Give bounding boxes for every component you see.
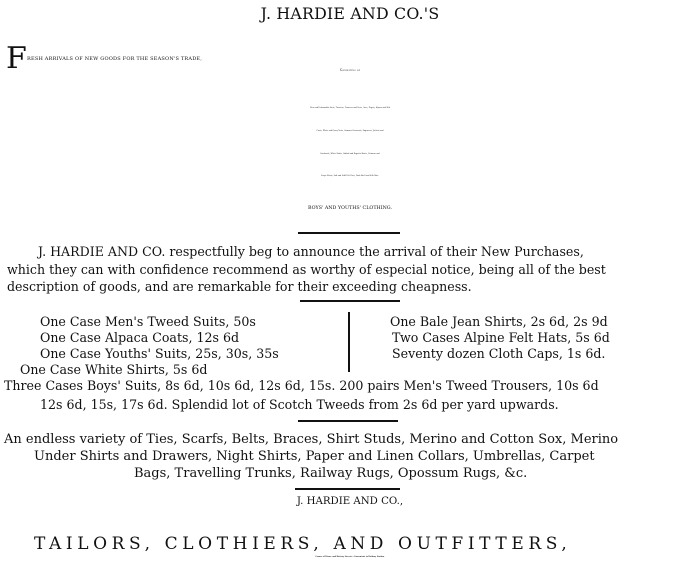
case-list-item: One Case Youths' Suits, 25s, 30s, 35s xyxy=(40,346,279,361)
column-divider xyxy=(348,312,350,372)
section-divider xyxy=(298,232,400,234)
announcement-line: description of goods, and are remarkable for their exceeding cheapness. xyxy=(7,279,472,294)
case-list-item: One Case White Shirts, 5s 6d xyxy=(20,362,208,377)
goods-line: Crape Shirts, Soft and Stiff Felt Hats, Drab Shell and Silk Hats. xyxy=(321,176,379,177)
fresh-drop-initial: F xyxy=(6,41,28,76)
trade-description: TAILORS, CLOTHIERS, AND OUTFITTERS, xyxy=(34,534,572,554)
sundries-line: Bags, Travelling Trunks, Railway Rugs, Opossum Rugs, &c. xyxy=(134,466,528,481)
boys-suits-line: Three Cases Boys' Suits, 8s 6d, 10s 6d, 12s 6d, 15s. 200 pairs Men's Tweed Trousers, 10s 6d xyxy=(4,378,599,393)
scotch-tweeds-line: 12s 6d, 15s, 17s 6d. Splendid lot of Scotch Tweeds from 2s 6d per yard upwards. xyxy=(40,397,559,412)
announcement-line: J. HARDIE AND CO. respectfully beg to announce the arrival of their New Purchases, xyxy=(38,244,584,259)
announcement-line: which they can with confidence recommend as worthy of especial notice, being all of the best xyxy=(7,262,606,277)
footer-company-name: J. HARDIE AND CO., xyxy=(296,496,404,507)
case-list-item: One Case Men's Tweed Suits, 50s xyxy=(40,314,256,329)
case-list-item: Seventy dozen Cloth Caps, 1s 6d. xyxy=(392,346,606,361)
consisting-of-subheading: Consisting of xyxy=(339,68,361,72)
advertiser-title: J. HARDIE AND CO.'S xyxy=(260,4,440,23)
case-list-item: One Bale Jean Shirts, 2s 6d, 2s 9d xyxy=(390,314,608,329)
section-divider xyxy=(300,300,400,302)
section-divider xyxy=(298,420,398,422)
case-list-item: Two Cases Alpine Felt Hats, 5s 6d xyxy=(392,330,610,345)
boys-youths-heading: BOYS' AND YOUTHS' CLOTHING. xyxy=(308,206,392,211)
fresh-heading-rest: RESH ARRIVALS OF NEW GOODS FOR THE SEASON'S TRADE, xyxy=(27,56,203,62)
case-list-item: One Case Alpaca Coats, 12s 6d xyxy=(40,330,240,345)
goods-line: Overhauls, White Shirts, Oxford and Regatta Shirts, Crimean and xyxy=(320,154,380,155)
address-line: Corner of Prince and Rattray Streets.—Convenient to Railway Station. xyxy=(315,556,385,558)
sundries-line: An endless variety of Ties, Scarfs, Belts, Braces, Shirt Studs, Merino and Cotton Sox, Merino xyxy=(4,432,619,447)
sundries-line: Under Shirts and Drawers, Night Shirts, Paper and Linen Collars, Umbrellas, Carpet xyxy=(34,449,595,464)
goods-line: Coats, White and Fancy Vests, Summer Overcoats, Engineers' Jackets and xyxy=(316,131,384,132)
section-divider xyxy=(295,488,400,490)
goods-line: New and Fashionable Suits, Trousers, Trousers and Vests, Sacs, Pagets, Alpaca and Silk xyxy=(310,108,390,109)
